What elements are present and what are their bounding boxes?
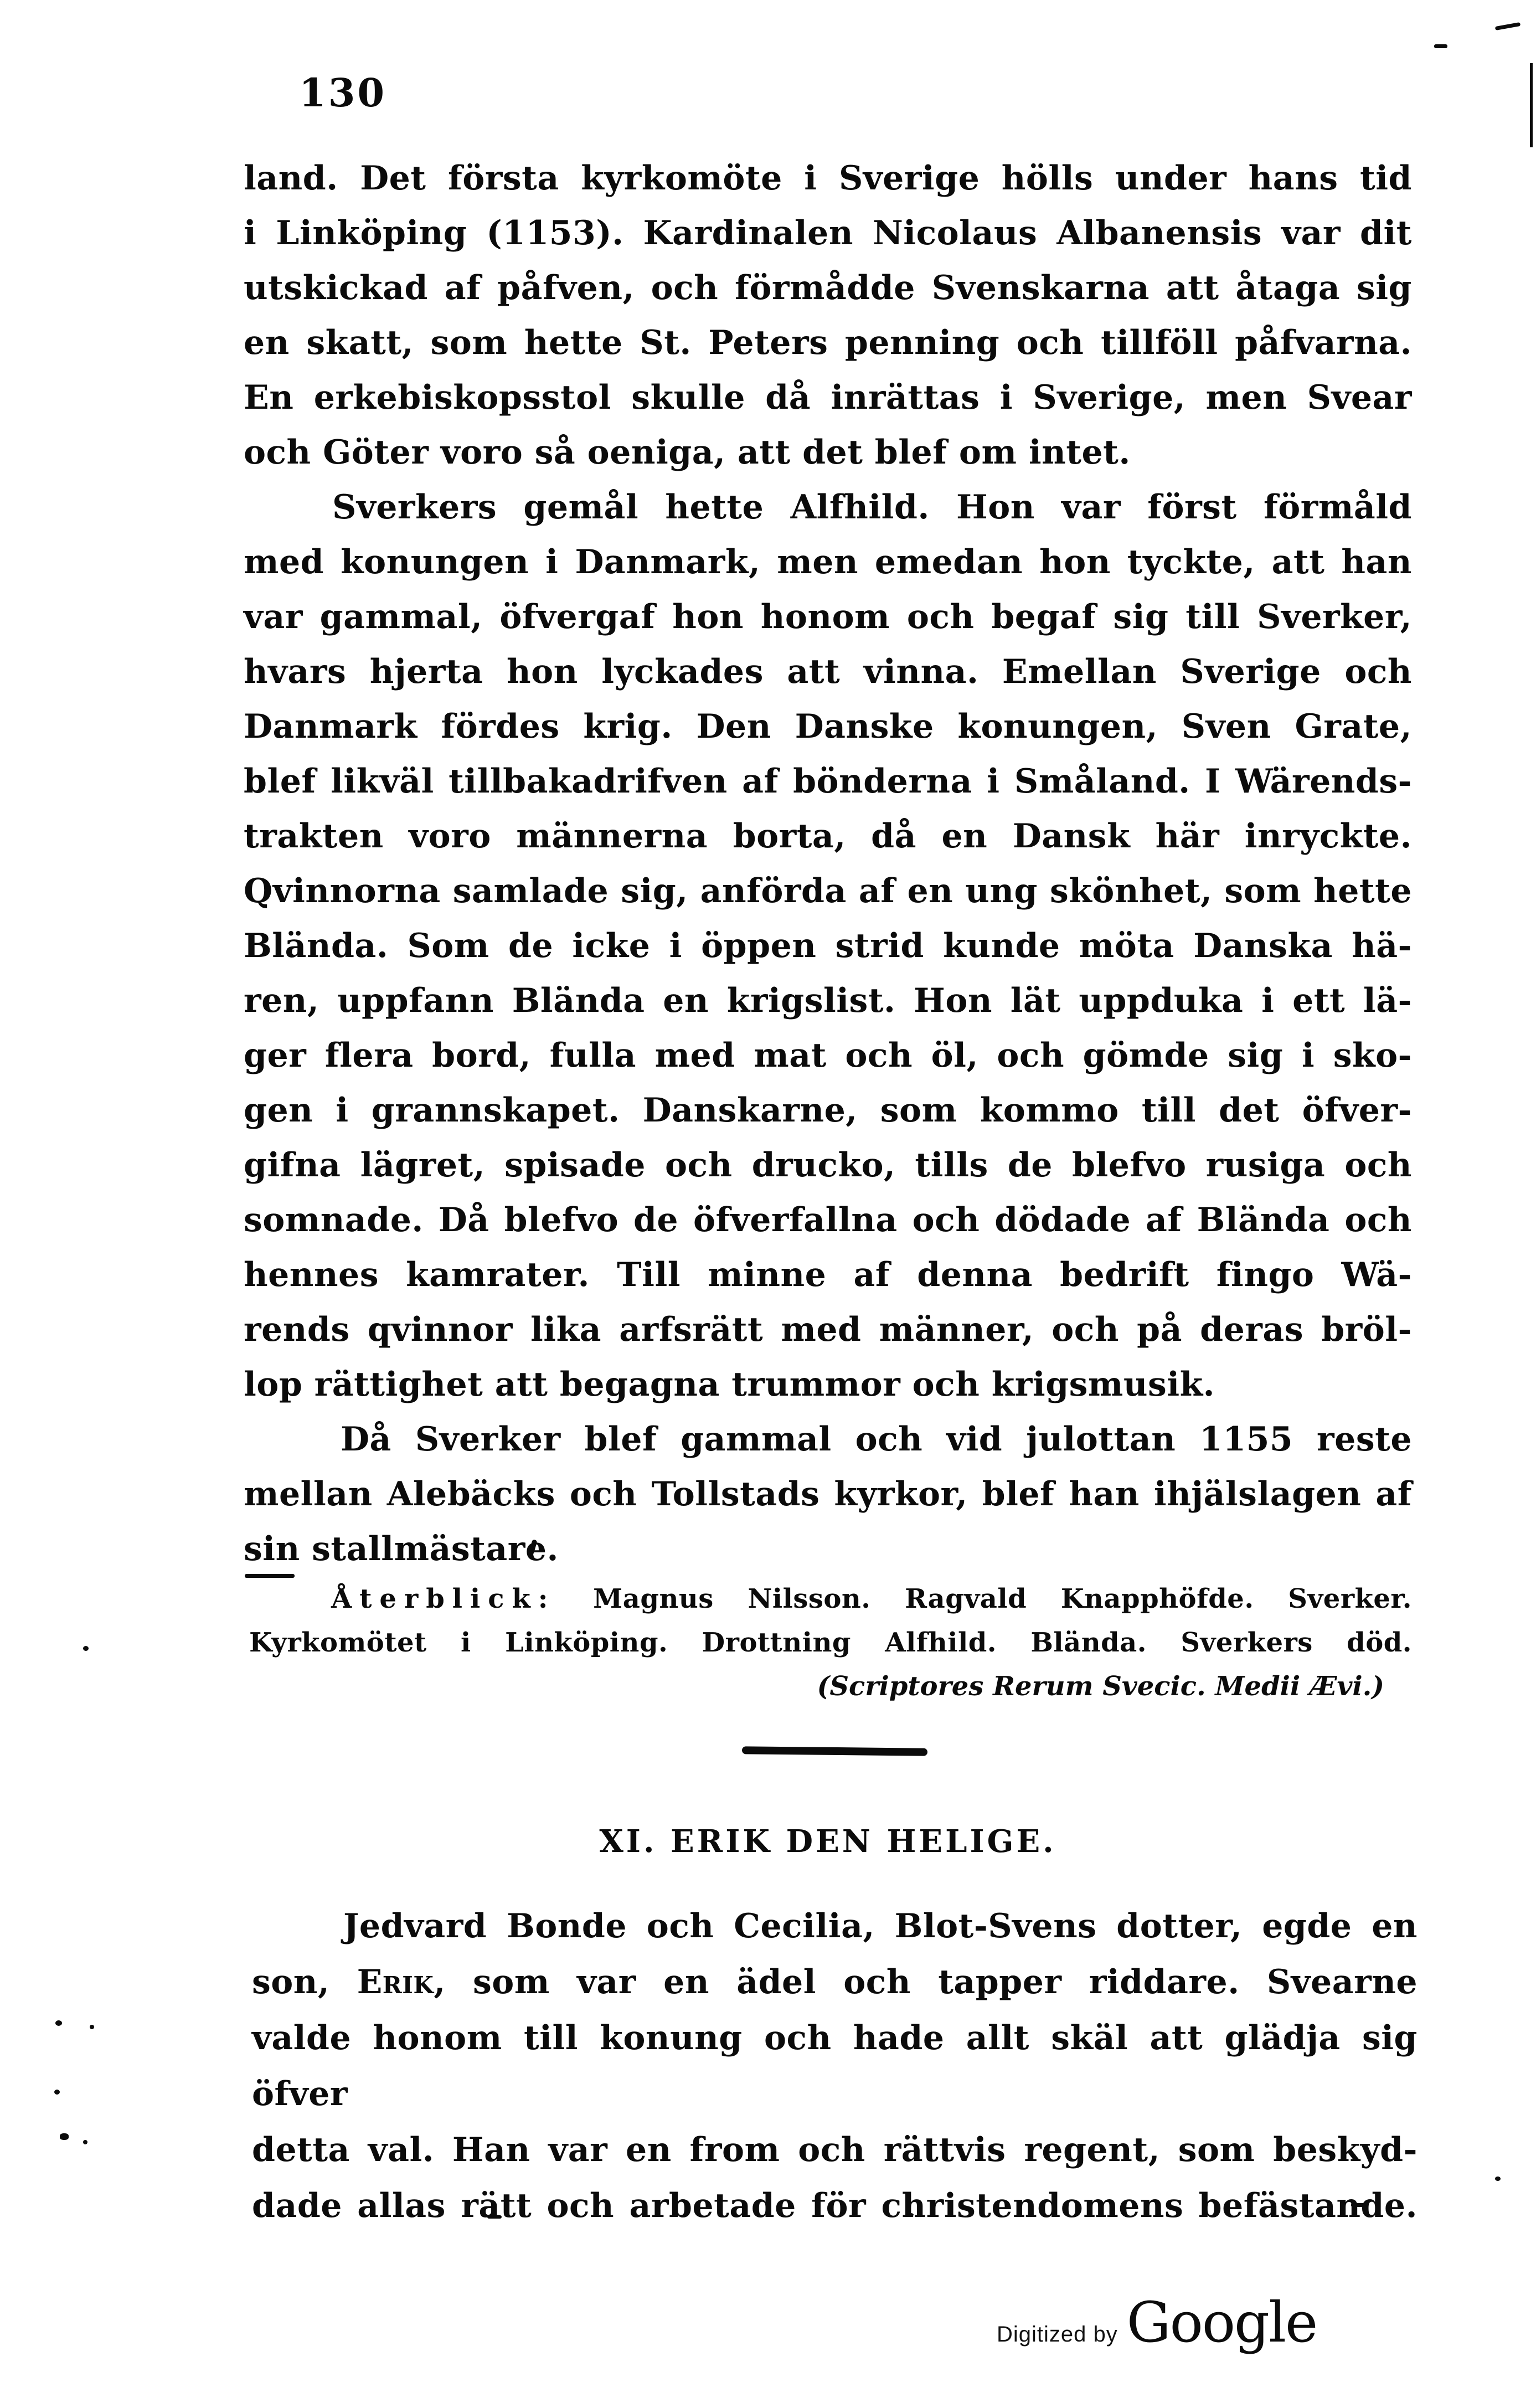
body-line: i Linköping (1153). Kardinalen Nicolaus Albanensis var dit [244,214,1412,253]
scan-artifact [1495,2177,1501,2181]
google-logo: Google [1126,2290,1317,2355]
section-heading: XI. ERIK DEN HELIGE. [599,1823,1056,1860]
review-line: Kyrkomötet i Linköping. Drottning Alfhild. Blända. Sverkers död. [249,1627,1412,1658]
body-line: en skatt, som hette St. Peters penning och tillföll påfvarna. [244,323,1412,362]
body-line: detta val. Han var en from och rättvis regent, som beskyd- [252,2131,1418,2169]
body-line: gen i grannskapet. Danskarne, som kommo till det öfver- [244,1091,1412,1130]
scan-artifact [55,2020,62,2026]
review-source-citation: (Scriptores Rerum Svecic. Medii Ævi.) [817,1671,1384,1702]
body-line: En erkebiskopsstol skulle då inrättas i Sverige, men Svear [244,378,1412,417]
review-line [249,1577,1412,1621]
body-line: ger flera bord, fulla med mat och öl, och gömde sig i sko- [244,1036,1412,1075]
scan-artifact [1434,44,1447,48]
scan-artifact [1530,63,1533,147]
body-line: trakten voro männerna borta, då en Dansk här inryckte. [244,817,1412,856]
body-line-text: son, [252,1963,357,2001]
page-number: 130 [299,70,387,116]
body-line: valde honom till konung och hade allt skäl att glädja sig öfver [252,2019,1418,2113]
body-line: hvars hjerta hon lyckades att vinna. Emellan Sverige och [244,652,1412,691]
body-text [244,151,1412,1577]
scan-artifact [1495,22,1521,30]
body-line: sin stallmästare. [244,1530,559,1568]
body-line: Qvinnorna samlade sig, anförda af en ung skönhet, som hette [244,872,1412,910]
body-line-text: , som var en ädel och tapper riddare. Svearne [434,1963,1418,2001]
body-line: mellan Alebäcks och Tollstads kyrkor, blef han ihjälslagen af [244,1475,1412,1514]
body-line: blef likväl tillbakadrifven af bönderna i Småland. I Wärends- [244,762,1412,801]
section-divider [742,1746,927,1756]
scan-artifact [90,2025,94,2029]
body-line: Sverkers gemål hette Alfhild. Hon var först förmåld [332,488,1412,527]
scan-artifact [54,2090,60,2095]
body-line: Jedvard Bonde och Cecilia, Blot-Svens dotter, egde en [343,1907,1418,1946]
erik-paragraph [252,1898,1418,2234]
body-line: rends qvinnor lika arfsrätt med männer, och på deras bröl- [244,1310,1412,1349]
body-line: dade allas rätt och arbetade för christendomens befästande. [252,2186,1418,2225]
review-paragraph [249,1577,1412,1709]
erik-name-smallcaps: Erik [357,1963,434,2001]
scan-artifact [60,2133,69,2140]
body-line: gifna lägret, spisade och drucko, tills de blefvo rusiga och [244,1146,1412,1185]
body-line: land. Det första kyrkomöte i Sverige hölls under hans tid [244,159,1412,198]
scan-artifact [83,1646,89,1651]
body-line: Danmark fördes krig. Den Danske konungen, Sven Grate, [244,707,1412,746]
footer [997,2290,1317,2355]
body-line: med konungen i Danmark, men emedan hon tyckte, att han [244,543,1412,582]
body-line: ren, uppfann Blända en krigslist. Hon lät uppduka i ett lä- [244,981,1412,1020]
scan-artifact [83,2140,87,2144]
review-line-text: Magnus Nilsson. Ragvald Knapphöfde. Sverker. [559,1583,1412,1614]
body-line: var gammal, öfvergaf hon honom och begaf sig till Sverker, [244,598,1412,636]
body-line: utskickad af påfven, och förmådde Svenskarna att åtaga sig [244,269,1412,307]
body-line: Då Sverker blef gammal och vid julottan 1155 reste [341,1420,1412,1459]
body-line: och Göter voro så oeniga, att det blef om intet. [244,433,1131,472]
body-line: somnade. Då blefvo de öfverfallna och dödade af Blända och [244,1201,1412,1239]
body-line [252,1954,1418,2010]
body-line: Blända. Som de icke i öppen strid kunde möta Danska hä- [244,927,1412,965]
review-label: Återblick: [331,1583,556,1614]
body-line: lop rättighet att begagna trummor och krigsmusik. [244,1365,1215,1404]
digitized-by-label: Digitized by [997,2322,1118,2347]
body-line: hennes kamrater. Till minne af denna bedrift fingo Wä- [244,1256,1412,1294]
